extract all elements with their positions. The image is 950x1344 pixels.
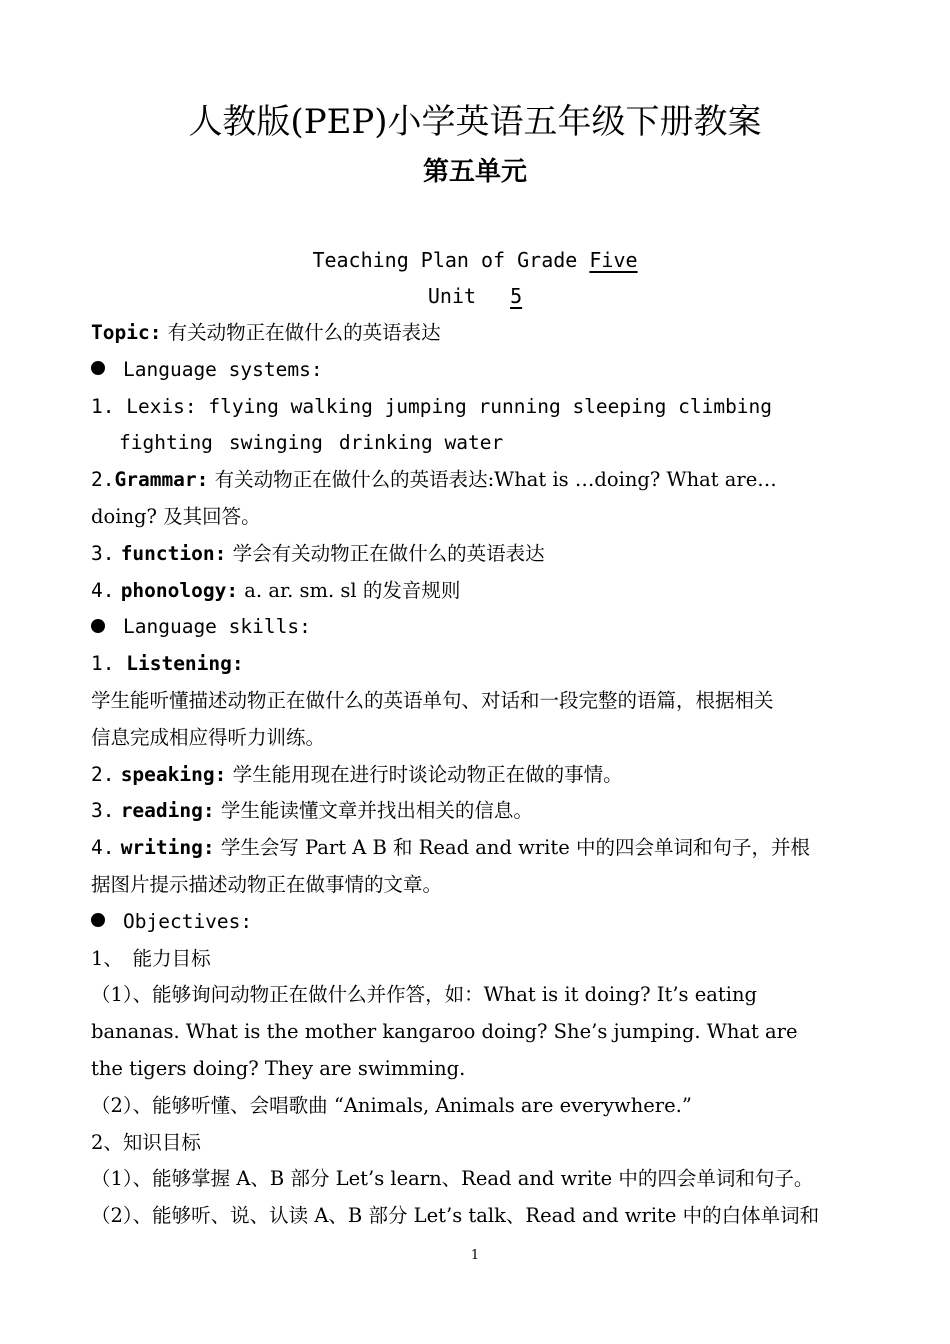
teaching-plan-prefix: Teaching Plan of Grade <box>312 248 590 272</box>
document-subtitle: 第五单元 <box>422 157 527 187</box>
unit-number: 5 <box>510 284 523 308</box>
lexis-word: flying <box>208 394 279 418</box>
ability-item-2: （2）、能够听懂、会唱歌曲 “Animals, Animals are everywhere.” <box>91 1093 692 1117</box>
bullet-icon <box>91 361 105 375</box>
grammar-label: Grammar: <box>114 468 209 492</box>
topic-label: Topic: <box>91 321 162 344</box>
topic-text: 有关动物正在做什么的英语表达 <box>167 321 441 344</box>
grammar-line-2: doing? 及其回答。 <box>91 504 261 528</box>
lexis-word: running <box>478 394 561 418</box>
teaching-plan-heading <box>0 245 950 275</box>
writing-line: 4. writing: 学生会写 Part A B 和 Read and write 中的四会单词和句子，并根 <box>91 836 810 860</box>
grammar-text: 有关动物正在做什么的英语表达:What is …doing? What are… <box>214 468 777 492</box>
ability-heading: 1、 能力目标 <box>91 946 211 970</box>
document-title: 人教版(PEP)小学英语五年级下册教案 <box>188 102 762 142</box>
lexis-line-1 <box>91 389 859 426</box>
ability-item-1-line-2: bananas. What is the mother kangaroo doing? She’s jumping. What are <box>91 1020 798 1044</box>
page-number: 1 <box>470 1248 480 1263</box>
speaking-line: 2. speaking: 学生能用现在进行时谈论动物正在做的事情。 <box>91 762 623 786</box>
writing-text-2: 据图片提示描述动物正在做事情的文章。 <box>91 872 443 896</box>
document-body <box>91 315 859 1235</box>
grade-value: Five <box>589 248 638 272</box>
phonology-line: 4. phonology: a. ar. sm. sl 的发音规则 <box>91 578 461 602</box>
topic-line <box>91 315 859 352</box>
bullet-icon <box>91 913 105 927</box>
language-skills-heading: Language skills: <box>91 609 859 646</box>
reading-line: 3. reading: 学生能读懂文章并找出相关的信息。 <box>91 799 533 823</box>
lexis-word: swinging <box>228 431 323 455</box>
lexis-line-2 <box>91 425 859 462</box>
objectives-heading: Objectives: <box>91 904 859 941</box>
knowledge-heading: 2、知识目标 <box>91 1130 201 1154</box>
phonology-label: phonology: <box>120 578 239 602</box>
bullet-icon <box>91 619 105 633</box>
knowledge-item-1: （1）、能够掌握 A、B 部分 Let’s learn、Read and write 中的四会单词和句子。 <box>91 1167 814 1191</box>
lexis-word: fighting <box>119 431 213 455</box>
ability-item-1-line-1: （1）、能够询问动物正在做什么并作答，如：What is it doing? It’s eating <box>91 983 758 1007</box>
listening-text-2: 信息完成相应得听力训练。 <box>91 725 326 749</box>
unit-heading <box>0 281 950 311</box>
listening-text-1: 学生能听懂描述动物正在做什么的英语单句、对话和一段完整的语篇，根据相关 <box>91 688 774 712</box>
ability-item-1-line-3: the tigers doing? They are swimming. <box>91 1056 466 1080</box>
language-systems-heading: Language systems: <box>91 352 859 389</box>
unit-label: Unit <box>427 284 477 308</box>
lexis-word: sleeping <box>572 394 667 418</box>
lexis-word: walking <box>290 394 373 418</box>
listening-heading: 1. Listening: <box>91 652 244 676</box>
function-line: 3. function: 学会有关动物正在做什么的英语表达 <box>91 541 545 565</box>
lexis-word: drinking water <box>338 431 504 455</box>
lexis-label: 1. Lexis: <box>91 394 197 418</box>
lexis-word: jumping <box>384 394 467 418</box>
function-label: function: <box>120 541 227 565</box>
grammar-line: 2.Grammar: 有关动物正在做什么的英语表达:What is …doing? What are… <box>91 468 777 492</box>
knowledge-item-2: （2）、能够听、说、认读 A、B 部分 Let’s talk、Read and write 中的白体单词和 <box>91 1204 820 1228</box>
lexis-word: climbing <box>678 394 773 418</box>
